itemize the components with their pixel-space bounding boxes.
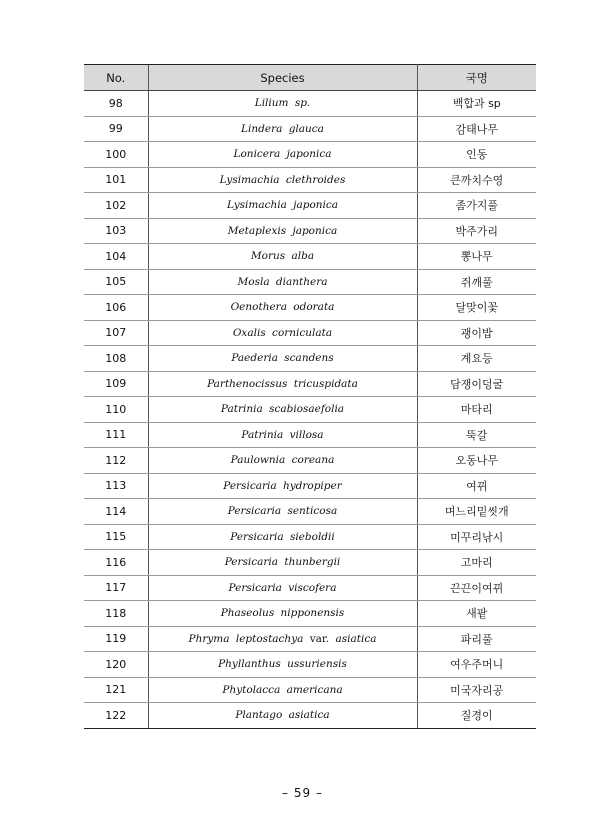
- korean-name: 새팥: [417, 601, 536, 627]
- table-body: [84, 91, 536, 729]
- species-binomial: Phryma leptostachya: [188, 632, 304, 645]
- row-number: 104: [84, 244, 148, 270]
- table-row: [84, 473, 536, 499]
- table-row: [84, 371, 536, 397]
- species-name: Phyllanthus ussuriensis: [148, 652, 417, 678]
- table-row: [84, 626, 536, 652]
- row-number: 103: [84, 218, 148, 244]
- korean-name: 박주가리: [417, 218, 536, 244]
- species-name: Lysimachia clethroides: [148, 167, 417, 193]
- species-name: Lysimachia japonica: [148, 193, 417, 219]
- korean-name: 파리풀: [417, 626, 536, 652]
- korean-name: 마타리: [417, 397, 536, 423]
- species-name: Phaseolus nipponensis: [148, 601, 417, 627]
- species-name: Oxalis corniculata: [148, 320, 417, 346]
- row-number: 121: [84, 677, 148, 703]
- header-no: No.: [84, 65, 148, 91]
- row-number: 109: [84, 371, 148, 397]
- row-number: 119: [84, 626, 148, 652]
- table-row: [84, 244, 536, 270]
- korean-name: 달맞이꽃: [417, 295, 536, 321]
- table-row: [84, 142, 536, 168]
- korean-name: 큰까치수영: [417, 167, 536, 193]
- species-name: Paederia scandens: [148, 346, 417, 372]
- korean-name: 오동나무: [417, 448, 536, 474]
- row-number: 118: [84, 601, 148, 627]
- row-number: 117: [84, 575, 148, 601]
- table-row: [84, 193, 536, 219]
- row-number: 116: [84, 550, 148, 576]
- table-row: [84, 422, 536, 448]
- table-row: [84, 575, 536, 601]
- species-name: Metaplexis japonica: [148, 218, 417, 244]
- header-species: Species: [148, 65, 417, 91]
- species-rank: var.: [309, 632, 330, 645]
- table-row: [84, 397, 536, 423]
- table-row: [84, 448, 536, 474]
- species-name: Parthenocissus tricuspidata: [148, 371, 417, 397]
- table-row: [84, 677, 536, 703]
- row-number: 106: [84, 295, 148, 321]
- korean-name: 여우주머니: [417, 652, 536, 678]
- row-number: 122: [84, 703, 148, 729]
- species-name: Paulownia coreana: [148, 448, 417, 474]
- table-row: [84, 652, 536, 678]
- table-row: [84, 703, 536, 729]
- korean-name: 백합과 sp: [417, 91, 536, 117]
- table-row: [84, 295, 536, 321]
- table-row: [84, 524, 536, 550]
- korean-name: 고마리: [417, 550, 536, 576]
- korean-name: 여뀌: [417, 473, 536, 499]
- species-name: Lonicera japonica: [148, 142, 417, 168]
- species-name: Persicaria thunbergii: [148, 550, 417, 576]
- row-number: 113: [84, 473, 148, 499]
- row-number: 99: [84, 116, 148, 142]
- korean-name: 괭이밥: [417, 320, 536, 346]
- species-name: Plantago asiatica: [148, 703, 417, 729]
- row-number: 100: [84, 142, 148, 168]
- species-name: Lilium sp.: [148, 91, 417, 117]
- row-number: 101: [84, 167, 148, 193]
- row-number: 111: [84, 422, 148, 448]
- korean-name: 감태나무: [417, 116, 536, 142]
- species-name: [148, 626, 417, 652]
- row-number: 108: [84, 346, 148, 372]
- row-number: 107: [84, 320, 148, 346]
- korean-name: 질경이: [417, 703, 536, 729]
- row-number: 98: [84, 91, 148, 117]
- species-table: [84, 64, 536, 729]
- row-number: 114: [84, 499, 148, 525]
- species-name: Persicaria hydropiper: [148, 473, 417, 499]
- species-name: Persicaria viscofera: [148, 575, 417, 601]
- species-name: Patrinia scabiosaefolia: [148, 397, 417, 423]
- species-name: Phytolacca americana: [148, 677, 417, 703]
- korean-name: 뽕나무: [417, 244, 536, 270]
- korean-name: 며느리밑씻개: [417, 499, 536, 525]
- korean-name: 미국자리공: [417, 677, 536, 703]
- species-infraspecific: asiatica: [335, 632, 377, 645]
- table-row: [84, 91, 536, 117]
- page-number: – 59 –: [282, 786, 323, 800]
- korean-name: 좀가지풀: [417, 193, 536, 219]
- row-number: 105: [84, 269, 148, 295]
- row-number: 112: [84, 448, 148, 474]
- header-row: [84, 65, 536, 91]
- row-number: 102: [84, 193, 148, 219]
- species-name: Oenothera odorata: [148, 295, 417, 321]
- species-name: Mosla dianthera: [148, 269, 417, 295]
- row-number: 115: [84, 524, 148, 550]
- korean-name: 담쟁이덩굴: [417, 371, 536, 397]
- table-row: [84, 218, 536, 244]
- korean-name: 미꾸리낚시: [417, 524, 536, 550]
- table-row: [84, 601, 536, 627]
- korean-name: 쥐깨풀: [417, 269, 536, 295]
- table-row: [84, 550, 536, 576]
- species-name: Persicaria senticosa: [148, 499, 417, 525]
- table-row: [84, 167, 536, 193]
- species-name: Morus alba: [148, 244, 417, 270]
- korean-name: 인동: [417, 142, 536, 168]
- korean-name: 뚝갈: [417, 422, 536, 448]
- table-row: [84, 346, 536, 372]
- table-row: [84, 116, 536, 142]
- table-header: [84, 65, 536, 91]
- row-number: 110: [84, 397, 148, 423]
- species-name: Persicaria sieboldii: [148, 524, 417, 550]
- table-row: [84, 269, 536, 295]
- header-korean-name: 국명: [417, 65, 536, 91]
- korean-name: 끈끈이여뀌: [417, 575, 536, 601]
- korean-name: 계요등: [417, 346, 536, 372]
- table-row: [84, 320, 536, 346]
- species-name: Lindera glauca: [148, 116, 417, 142]
- species-name: Patrinia villosa: [148, 422, 417, 448]
- row-number: 120: [84, 652, 148, 678]
- table-row: [84, 499, 536, 525]
